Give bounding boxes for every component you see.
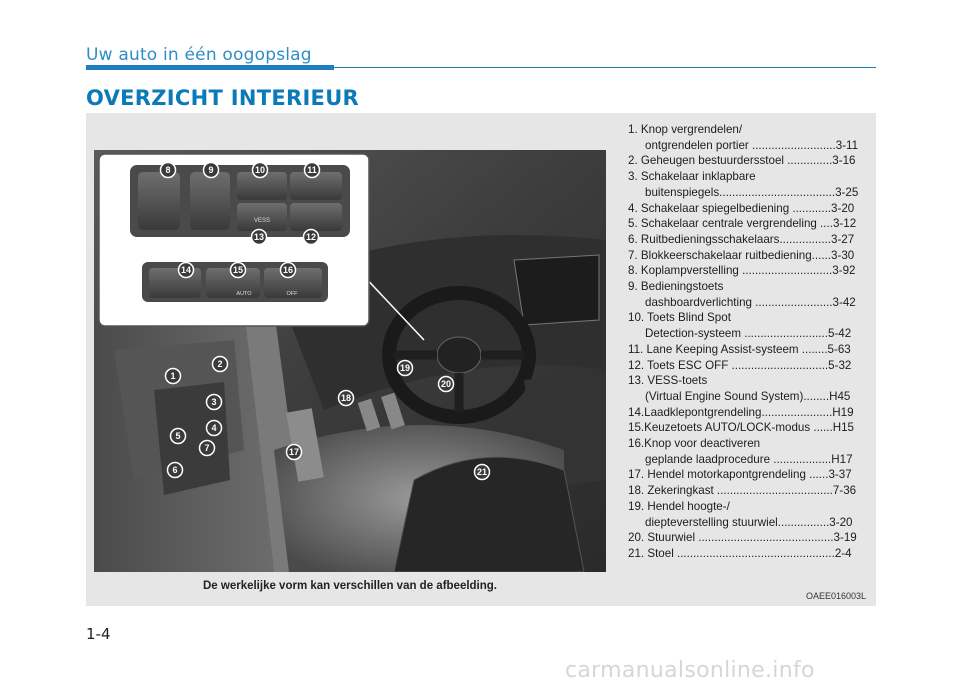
callout-number: 3 xyxy=(211,397,217,408)
callout-number: 5 xyxy=(175,431,181,442)
callout-number: 1 xyxy=(170,371,176,382)
legend-item: 20. Stuurwiel ..........................................3-19 xyxy=(628,531,857,545)
page-number: 1-4 xyxy=(86,625,111,643)
legend-item-continuation: diepteverstelling stuurwiel................3-20 xyxy=(645,515,853,529)
watermark: carmanualsonline.info xyxy=(565,658,815,683)
off-label: OFF xyxy=(286,291,298,297)
legend-item: 9. Bedieningstoets xyxy=(628,280,724,294)
legend-item: 10. Toets Blind Spot xyxy=(628,311,731,325)
callout-number: 2 xyxy=(217,359,223,370)
figure-code: OAEE016003L xyxy=(806,591,867,601)
legend-item: 15.Keuzetoets AUTO/LOCK-modus ......H15 xyxy=(628,421,854,435)
callout-number: 16 xyxy=(282,265,294,276)
callout-number: 19 xyxy=(399,363,411,374)
interior-drawing xyxy=(94,150,606,572)
legend-item-continuation: dashboardverlichting ........................3-42 xyxy=(645,295,856,309)
legend-item-continuation: (Virtual Engine Sound System)........H45 xyxy=(645,389,851,403)
callout-number: 21 xyxy=(476,467,488,478)
legend-item: 1. Knop vergrendelen/ xyxy=(628,123,743,136)
legend-item: 21. Stoel .................................................2-4 xyxy=(628,546,852,560)
callout-number: 4 xyxy=(211,423,217,434)
legend-item-continuation: ontgrendelen portier ..........................3-11 xyxy=(645,138,859,152)
illustration-caption: De werkelijke vorm kan verschillen van de afbeelding. xyxy=(202,580,497,592)
section-title: Uw auto in één oogopslag xyxy=(86,45,312,65)
callout-number: 18 xyxy=(340,393,352,404)
callout-number: 10 xyxy=(254,165,266,176)
legend-item: 4. Schakelaar spiegelbediening ............3-20 xyxy=(628,201,855,215)
legend-item-continuation: geplande laadprocedure ..................H17 xyxy=(645,452,853,466)
header-rule-bar xyxy=(86,65,334,70)
callout-number: 7 xyxy=(204,443,210,454)
legend-item-continuation: buitenspiegels....................................3-25 xyxy=(645,185,859,199)
interior-illustration xyxy=(94,150,606,572)
callout-number: 13 xyxy=(253,232,265,243)
legend-item: 13. VESS-toets xyxy=(628,374,708,388)
legend-item-continuation: Detection-systeem ..........................5-42 xyxy=(645,327,852,341)
legend-item: 18. Zekeringkast ....................................7-36 xyxy=(628,484,857,498)
header-rule-line xyxy=(334,67,876,68)
auto-label: AUTO xyxy=(236,291,252,297)
legend-item: 2. Geheugen bestuurdersstoel ..............3-16 xyxy=(628,154,856,168)
legend-item: 6. Ruitbedieningsschakelaars................3-27 xyxy=(628,232,855,246)
callout-number: 6 xyxy=(172,465,178,476)
legend-item: 7. Blokkeerschakelaar ruitbediening......3-30 xyxy=(628,248,855,262)
legend-item: 11. Lane Keeping Assist-systeem ........5-63 xyxy=(628,342,851,356)
page-heading: OVERZICHT INTERIEUR xyxy=(86,86,360,110)
legend-list xyxy=(628,122,868,562)
legend-item: 16.Knop voor deactiveren xyxy=(628,437,761,451)
vess-label: VESS xyxy=(253,218,271,224)
legend-item: 19. Hendel hoogte-/ xyxy=(628,499,730,513)
callout-number: 15 xyxy=(232,265,244,276)
callout-number: 12 xyxy=(305,232,317,243)
callout-number: 11 xyxy=(307,165,317,176)
callout-number: 9 xyxy=(208,165,214,176)
legend-item: 3. Schakelaar inklapbare xyxy=(628,170,756,184)
callout-number: 17 xyxy=(288,447,300,458)
callout-number: 20 xyxy=(440,379,452,390)
callout-number: 8 xyxy=(165,165,171,176)
legend-item: 12. Toets ESC OFF ..............................5-32 xyxy=(628,358,852,372)
legend-item: 8. Koplampverstelling ............................3-92 xyxy=(628,264,856,278)
callout-number: 14 xyxy=(180,265,192,276)
legend-item: 17. Hendel motorkapontgrendeling ......3-37 xyxy=(628,468,852,482)
legend-item: 14.Laadklepontgrendeling......................H19 xyxy=(628,405,854,419)
legend-item: 5. Schakelaar centrale vergrendeling ....3-12 xyxy=(628,217,857,231)
